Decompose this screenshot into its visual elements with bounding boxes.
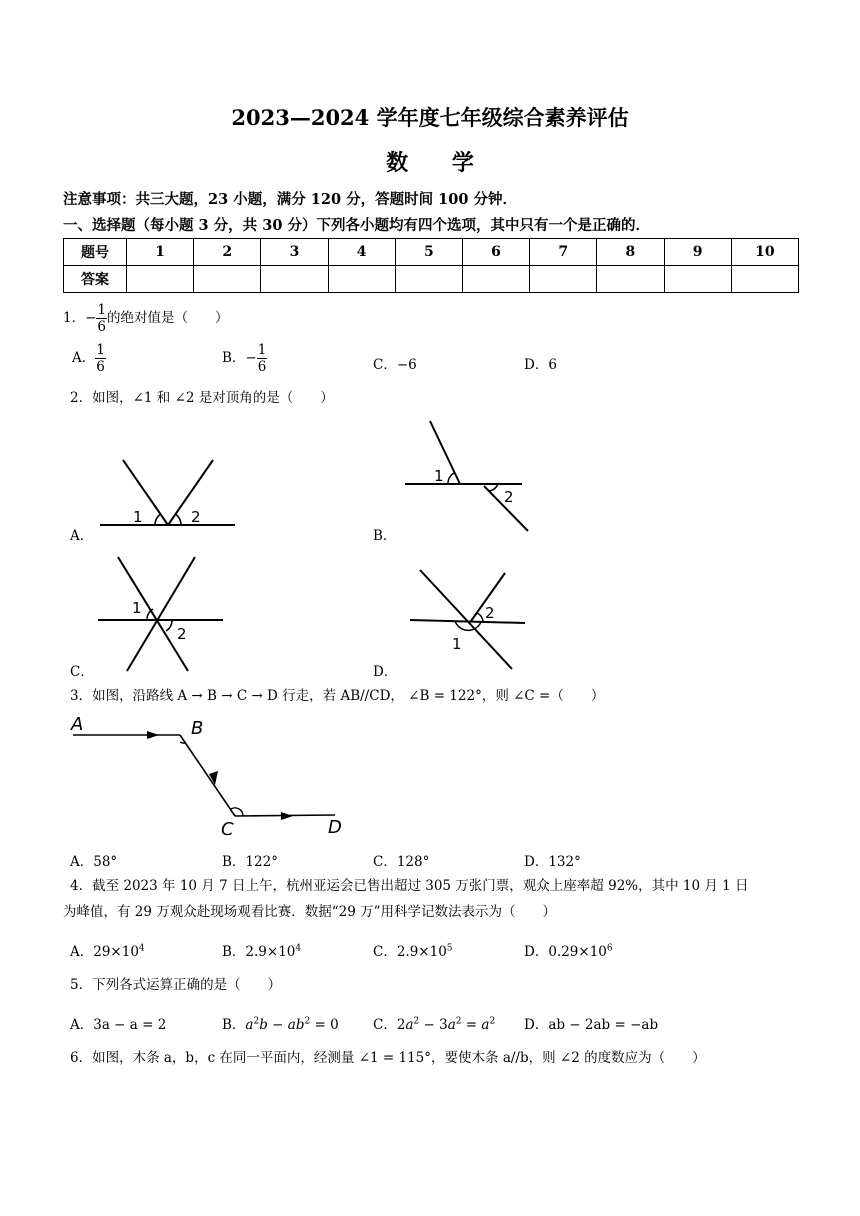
answer-cell[interactable] [664,266,731,293]
question-6: 6．如图，木条 a，b，c 在同一平面内，经测量 ∠1 = 115°，要使木条 a//b，则 ∠2 的度数应为（ ） [70,1050,706,1066]
answer-cell[interactable] [328,266,395,293]
question-5: 5．下列各式运算正确的是（ ） [70,977,282,993]
svg-text:2: 2 [191,508,201,526]
q3-option-d[interactable]: D．132° [524,854,581,870]
figure-2c [95,555,225,673]
question-number: 2 [194,239,261,266]
q1-option-d[interactable]: D．6 [524,357,557,373]
figure-3 [65,712,355,842]
q2-option-d[interactable]: D． [373,664,398,680]
answer-cell[interactable] [127,266,194,293]
svg-text:1: 1 [132,599,142,617]
svg-text:1: 1 [133,508,143,526]
q3-option-a[interactable]: A．58° [70,854,118,870]
svg-text:2: 2 [485,604,495,622]
question-number: 8 [597,239,664,266]
q4-option-b[interactable]: B．$2.9\times 10^4$ [222,943,302,960]
q1-option-c[interactable]: C．−6 [373,357,417,373]
row-label: 题号 [64,239,127,266]
q4-option-c[interactable]: C．$2.9\times 10^5$ [373,943,453,960]
q3-option-c[interactable]: C．128° [373,854,430,870]
answer-cell[interactable] [194,266,261,293]
answer-cell[interactable] [597,266,664,293]
answer-cell[interactable] [731,266,798,293]
question-2: 2．如图，∠1 和 ∠2 是对顶角的是（ ） [70,390,334,406]
figure-2b [400,418,535,536]
question-number: 6 [462,239,529,266]
svg-text:1: 1 [434,467,444,485]
q2-option-c[interactable]: C． [70,664,94,680]
svg-text:2: 2 [504,488,514,506]
q1-option-b[interactable]: B．− $\frac{1}{6}$ [222,342,267,375]
question-3: 3．如图，沿路线 A → B → C → D 行走，若 AB//CD， ∠B = 122°，则 ∠C =（ ） [70,688,605,704]
fraction: $\frac{1}{6}$ [97,302,106,335]
section-heading: 一、选择题（每小题 3 分，共 30 分）下列各小题均有四个选项，其中只有一个是正确的． [63,217,650,234]
q1-option-a[interactable]: A． $\frac{1}{6}$ [72,342,105,375]
svg-text:D: D [328,817,342,838]
q5-option-c[interactable]: C．$2a^2 - 3a^2 = a^2$ [373,1016,496,1033]
question-4-line1: 4．截至 2023 年 10 月 7 日上午，杭州亚运会已售出超过 305 万张门票，观众上座率超 92%，其中 10 月 1 日 [70,878,749,894]
table-row [64,266,799,293]
question-number: 4 [328,239,395,266]
notice: 注意事项：共三大题，23 小题，满分 120 分，答题时间 100 分钟． [63,191,517,208]
q5-option-b[interactable]: B．$a^2b - ab^2 = 0$ [222,1016,339,1033]
page-title: 2023—2024 学年度七年级综合素养评估 [231,105,629,130]
question-number: 3 [261,239,328,266]
subject-title: 数 学 [386,150,492,176]
question-number: 9 [664,239,731,266]
q5-option-a[interactable]: A．3a − a = 2 [70,1017,167,1033]
figure-2a [95,455,240,530]
answer-table [63,238,799,293]
answer-cell[interactable] [261,266,328,293]
q4-option-d[interactable]: D．$0.29\times 10^6$ [524,943,613,960]
q3-option-b[interactable]: B．122° [222,854,278,870]
svg-text:2: 2 [177,625,187,643]
q2-option-a[interactable]: A． [70,528,94,544]
row-label: 答案 [64,266,127,293]
svg-text:B: B [191,718,204,739]
question-number: 10 [731,239,798,266]
svg-text:A: A [71,714,84,735]
q5-option-d[interactable]: D．ab − 2ab = −ab [524,1017,659,1033]
svg-text:1: 1 [452,635,462,653]
figure-2d [405,565,535,673]
question-number: 7 [530,239,597,266]
question-number: 1 [127,239,194,266]
q4-option-a[interactable]: A．$29\times 10^4$ [70,943,145,960]
question-4-line2: 为峰值，有 29 万观众赴现场观看比赛．数据“29 万”用科学记数法表示为（ ） [63,904,557,920]
answer-cell[interactable] [395,266,462,293]
q2-option-b[interactable]: B． [373,528,397,544]
table-row [64,239,799,266]
answer-cell[interactable] [530,266,597,293]
answer-cell[interactable] [462,266,529,293]
question-number: 5 [395,239,462,266]
question-1: 1．− $\frac{1}{6}$ 的绝对值是（ ） [63,302,229,335]
svg-text:C: C [221,819,234,840]
